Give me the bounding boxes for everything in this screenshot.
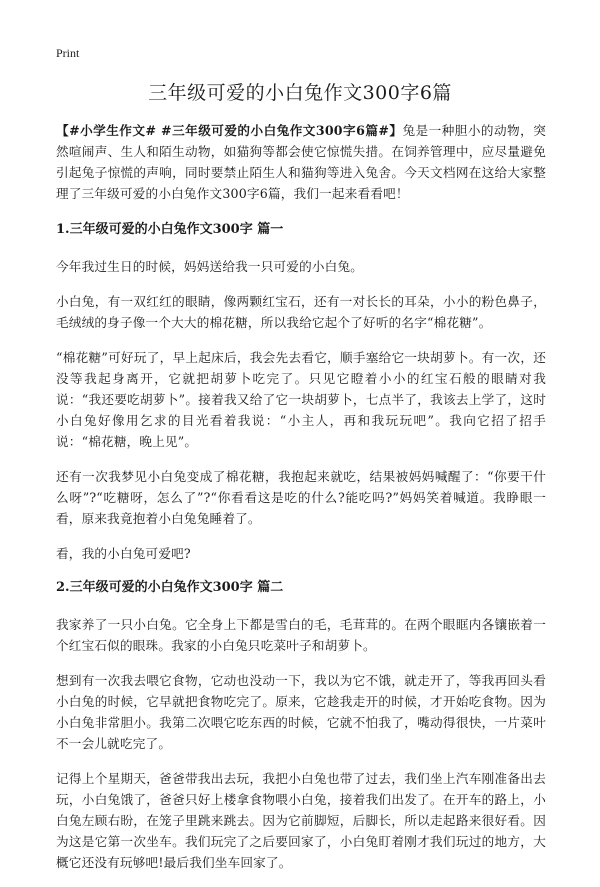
intro-paragraph [56,120,546,204]
paragraph: 今年我过生日的时候，妈妈送给我一只可爱的小白兔。 [56,259,364,274]
document-title: 三年级可爱的小白兔作文300字6篇 [148,82,452,104]
paragraph: 我家养了一只小白兔。它全身上下都是雪白的毛，毛茸茸的。在两个眼眶内各镶嵌着一个红宝石似的眼珠。我家的小白兔只吃菜叶子和胡萝卜。 [56,617,546,653]
paragraph: 还有一次我梦见小白兔变成了棉花糖，我抱起来就吃，结果被妈妈喊醒了：“你要干什么呀”?“吃糖呀，怎么了”?“你看看这是吃的什么?能吃吗?”妈妈笑着喊道。我睁眼一看，原来我竟抱着小白兔兔睡着了。 [56,469,546,526]
paragraph: 想到有一次我去喂它食物，它动也没动一下，我以为它不饿，就走开了，等我再回头看小白兔的时候，它早就把食物吃完了。原来，它趁我走开的时候，才开始吃食物。因为小白兔非常胆小。我第二次喂它吃东西的时候，它就不怕我了，嘴动得很快，一片菜叶不一会儿就吃完了。 [56,673,546,751]
paragraph: 小白兔，有一双红红的眼睛，像两颗红宝石，还有一对长长的耳朵，小小的粉色鼻子，毛绒绒的身子像一个大大的棉花糖，所以我给它起个了好听的名字“棉花糖”。 [56,294,546,330]
intro-text: 兔是一种胆小的动物，突然喧闹声、生人和陌生动物，如猫狗等都会使它惊慌失措。在饲养管理中，应尽量避免引起兔子惊慌的声响，同时要禁止陌生人和猫狗等进入兔舍。今天文档网在这给大家整理了三年级可爱的小白兔作文300字6篇，我们一起来看看吧！ [56,123,546,201]
paragraph: 记得上个星期天，爸爸带我出去玩，我把小白兔也带了过去，我们坐上汽车刚准备出去玩，小白兔饿了，爸爸只好上楼拿食物喂小白兔，接着我们出发了。在开车的路上，小白兔左顾右盼，在笼子里跳来跳去。因为它前脚短，后脚长，所以走起路来很好看。因为这是它第一次坐车。我们玩完了之后要回家了，小白兔盯着刚才我们玩过的地方，大概它还没有玩够吧!最后我们坐车回家了。 [56,771,546,870]
print-link[interactable]: Print [56,46,80,60]
paragraph: 看，我的小白兔可爱吧? [56,546,191,561]
section-heading-1: 1.三年级可爱的小白兔作文300字 篇一 [56,222,284,237]
paragraph: “棉花糖”可好玩了，早上起床后，我会先去看它，顺手塞给它一块胡萝卜。有一次，还没等我起身离开，它就把胡萝卜吃完了。只见它瞪着小小的红宝石般的眼睛对我说：“我还要吃胡萝卜”。接着我又给了它一块胡萝卜，七点半了，我该去上学了，这时小白兔好像用乞求的目光看着我说：“小主人，再和我玩玩吧”。我向它招了招手说：“棉花糖，晚上见”。 [56,350,546,449]
intro-tags[interactable]: 【#小学生作文# #三年级可爱的小白兔作文300字6篇#】 [56,123,403,138]
section-heading-2: 2.三年级可爱的小白兔作文300字 篇二 [56,580,284,595]
article-body [56,120,546,887]
